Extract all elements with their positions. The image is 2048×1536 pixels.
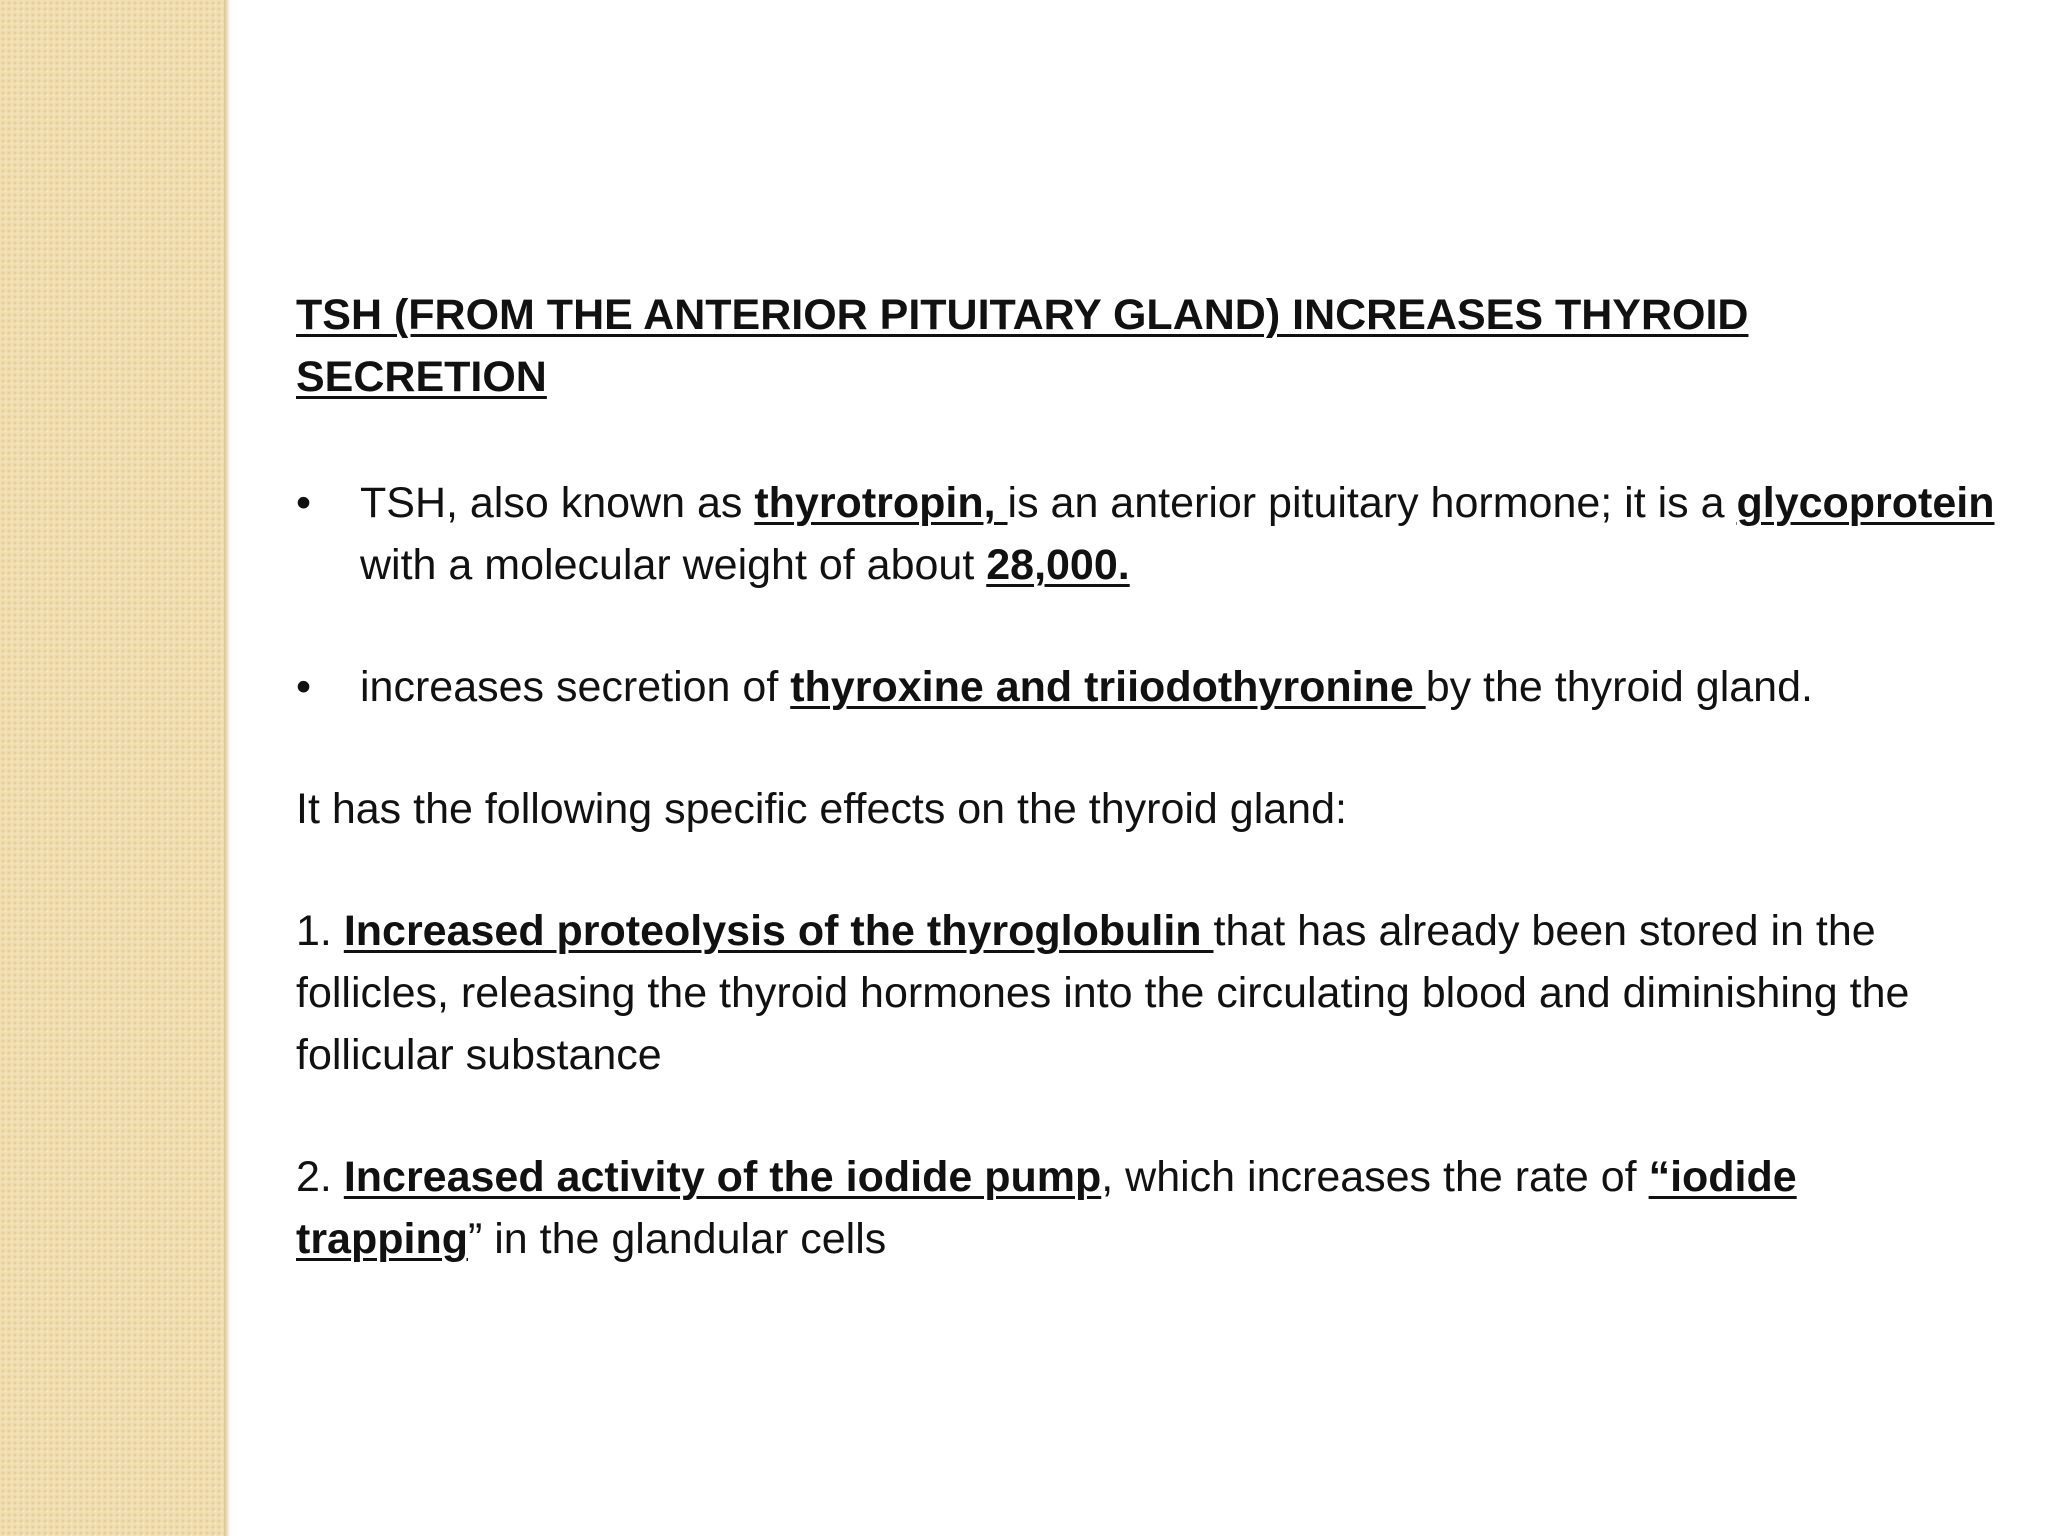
effect-item-1: [296, 900, 1986, 1086]
bullet-text: with a molecular weight of about: [360, 541, 987, 589]
effect-number: 1.: [296, 907, 344, 955]
effect-item-2: [296, 1146, 1986, 1270]
effect-text: ” in the glandular cells: [467, 1215, 887, 1263]
effect-text: that has already been stored in the follicles, releasing the thyroid hormones into the circulating blood and diminishing the follicular substance: [296, 907, 1910, 1079]
slide-title: TSH (FROM THE ANTERIOR PITUITARY GLAND) INCREASES THYROID SECRETION: [296, 291, 1749, 401]
term-thyrotropin: thyrotropin,: [754, 479, 1008, 527]
term-thyroxine-triiodothyronine: thyroxine and triiodothyronine: [790, 663, 1426, 711]
bullet-text: by the thyroid gland.: [1425, 663, 1813, 711]
bullet-text: TSH, also known as: [360, 479, 755, 527]
bullet-icon: •: [296, 479, 312, 527]
bullet-icon: •: [296, 663, 312, 711]
decorative-side-band: [0, 0, 224, 1536]
effect-number: 2.: [296, 1153, 344, 1201]
bullet-item-tsh-definition: [296, 472, 2026, 596]
slide-content: [296, 284, 2026, 1270]
term-proteolysis: Increased proteolysis of the thyroglobulin: [343, 907, 1214, 955]
term-iodide-pump: Increased activity of the iodide pump: [343, 1153, 1102, 1201]
term-molecular-weight: 28,000.: [986, 541, 1130, 589]
term-glycoprotein: glycoprotein: [1736, 479, 1995, 527]
bullet-text: increases secretion of: [360, 663, 791, 711]
effect-text: , which increases the rate of: [1101, 1153, 1649, 1201]
effects-intro: It has the following specific effects on the thyroid gland:: [296, 785, 1347, 833]
bullet-text: is an anterior pituitary hormone; it is a: [1007, 479, 1737, 527]
side-band-edge: [224, 0, 230, 1536]
bullet-item-secretion: [296, 656, 2026, 718]
bullet-list: [296, 472, 2026, 718]
term-iodide-trapping: “iodide trapping: [296, 1153, 1797, 1263]
